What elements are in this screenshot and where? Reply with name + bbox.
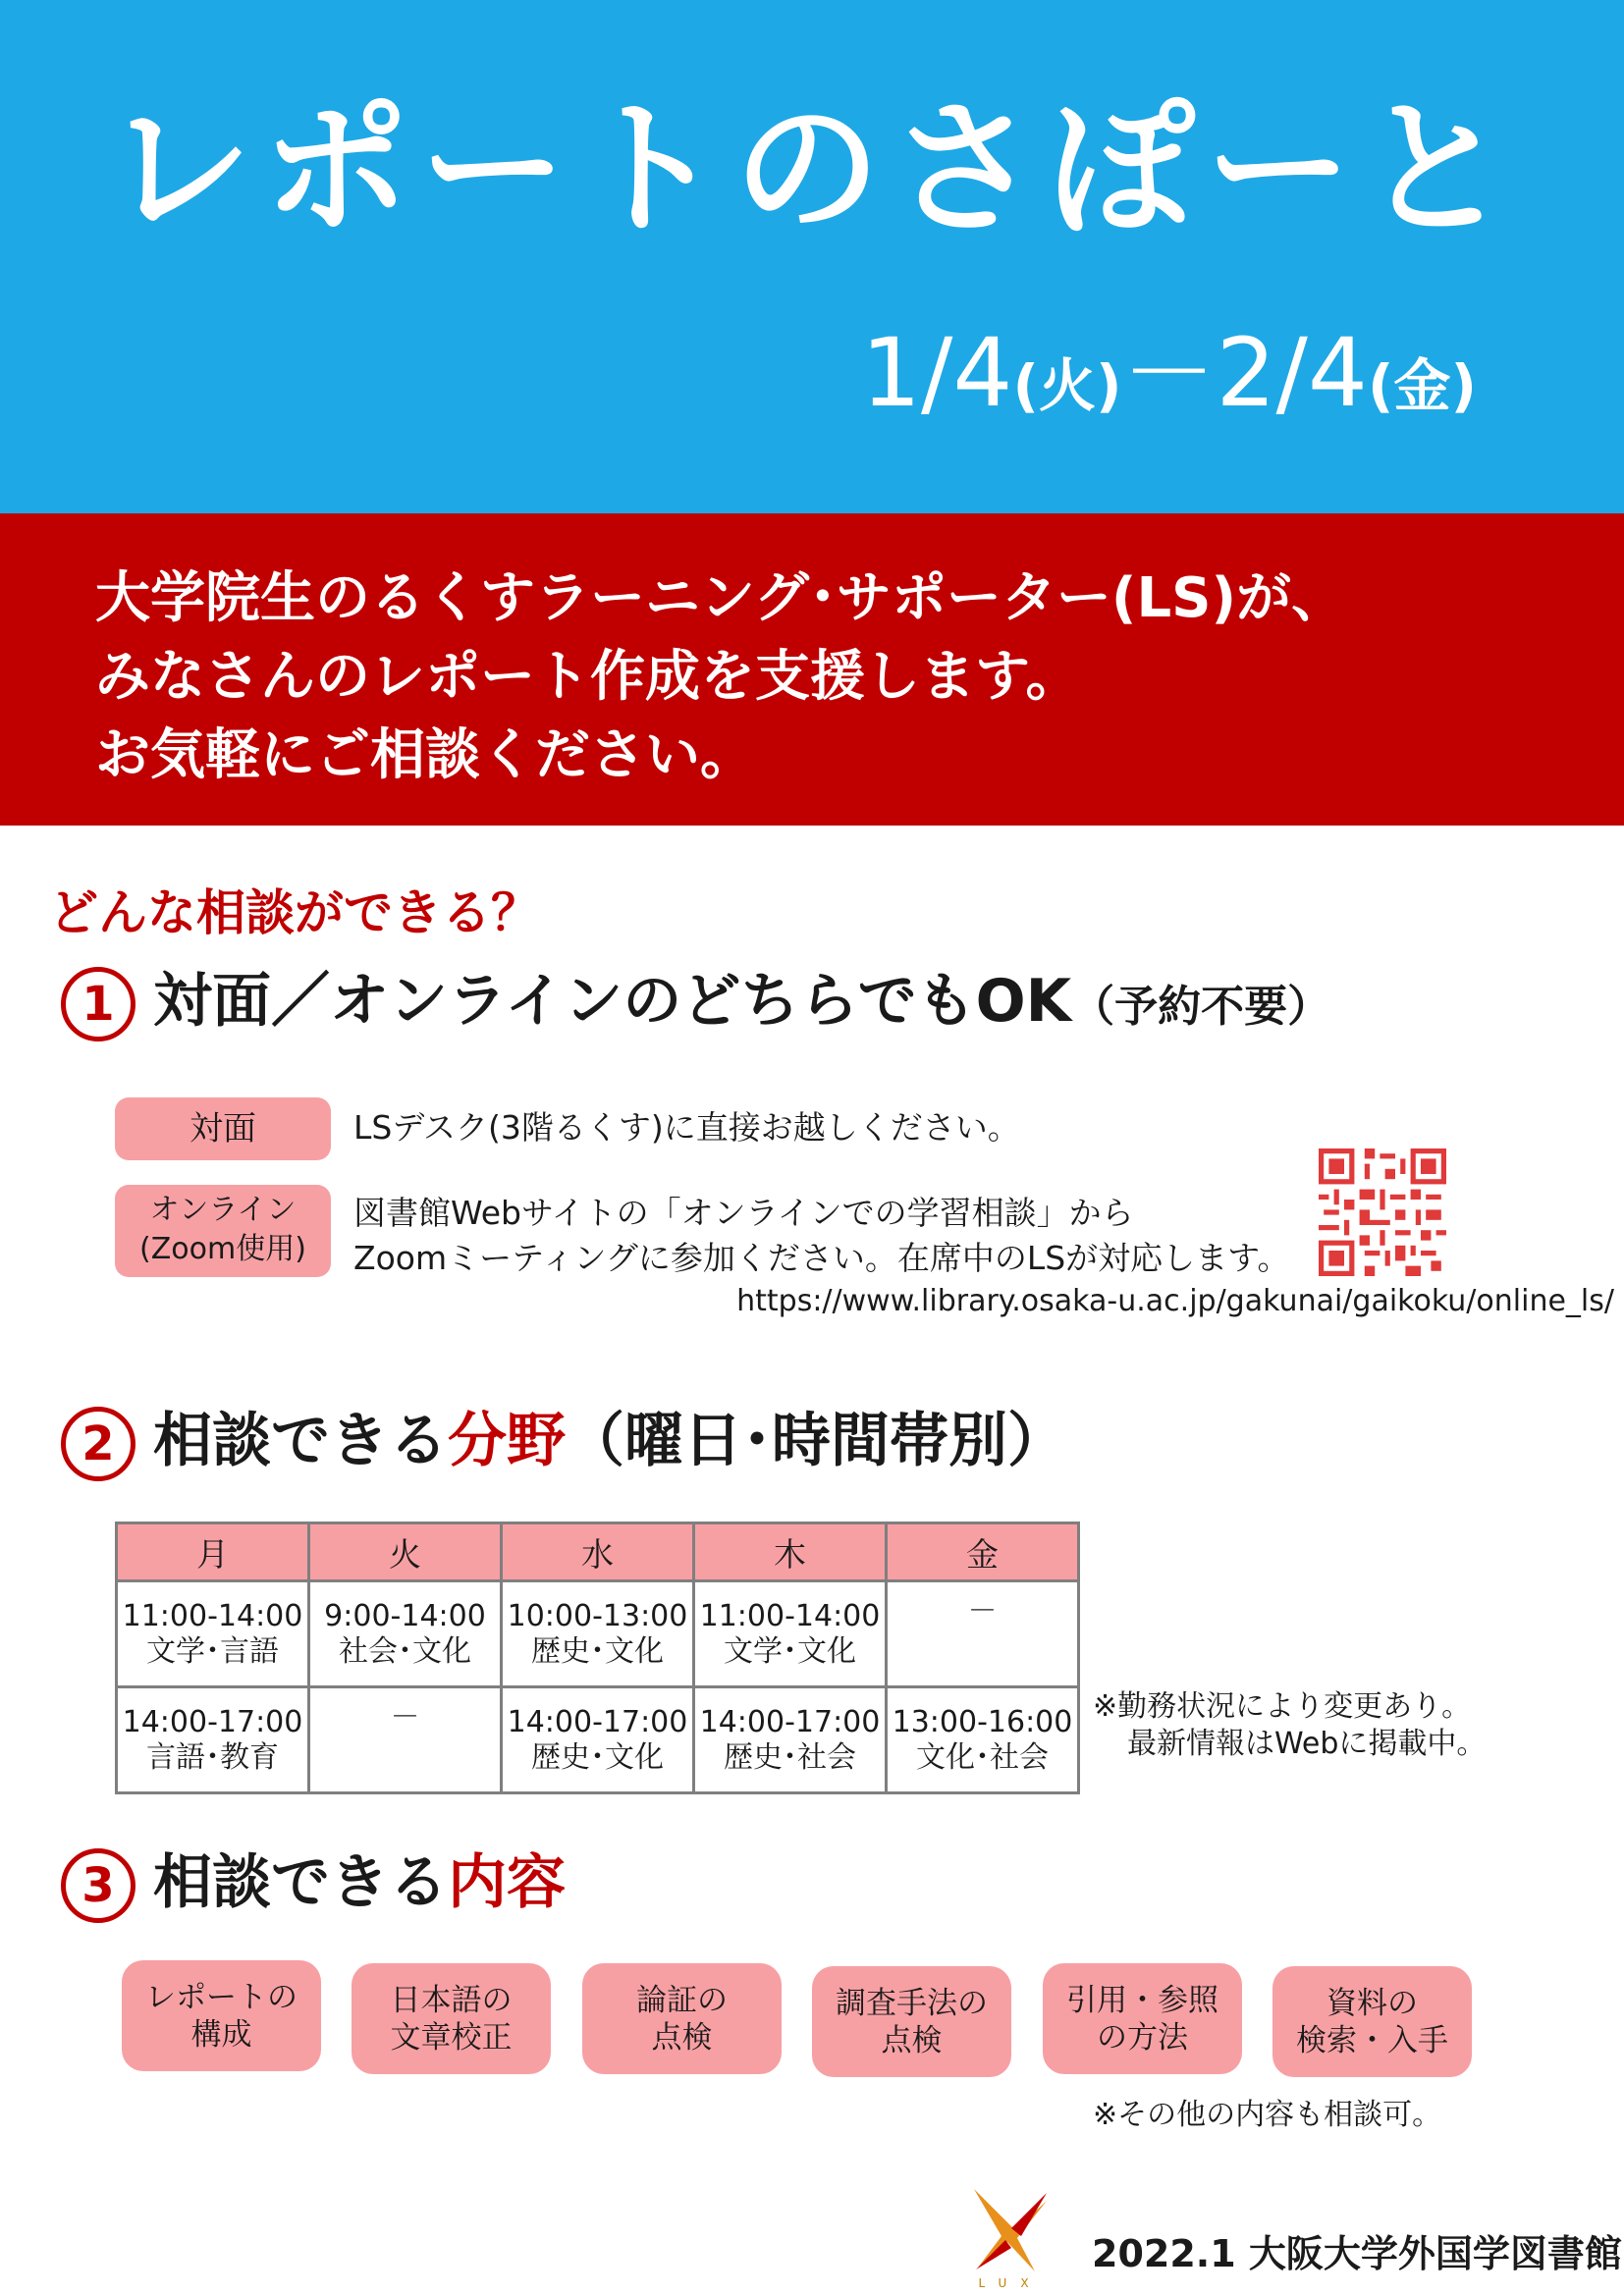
weekday-header: 月: [117, 1523, 309, 1581]
section3-heading: [61, 1843, 566, 1923]
cell-time: 11:00-14:00: [122, 1598, 303, 1633]
cell-field: 言語･教育: [146, 1739, 279, 1775]
schedule-note-line1: ※勤務状況により変更あり。: [1093, 1689, 1472, 1724]
online-label-line2: (Zoom使用): [139, 1232, 306, 1266]
date-start: 1/4: [860, 318, 1013, 428]
schedule-cell: [117, 1581, 309, 1687]
weekday-header: 木: [694, 1523, 887, 1581]
schedule-cell: [502, 1581, 694, 1687]
cell-field: 文学･文化: [724, 1633, 856, 1669]
cell-field: 歴史･文化: [531, 1739, 664, 1775]
cell-field: 文化･社会: [916, 1739, 1049, 1775]
qr-code-icon: [1319, 1148, 1446, 1276]
date-end: 2/4: [1216, 318, 1368, 428]
weekday-header: 火: [309, 1523, 502, 1581]
section2-title: 相談できる: [153, 1407, 448, 1475]
cell-time: －: [390, 1700, 420, 1735]
date-separator: －: [1121, 318, 1217, 428]
topics-note: ※その他の内容も相談可。: [1093, 2098, 1442, 2132]
intro-line: みなさんのレポート作成を支援します。: [95, 645, 1081, 709]
cell-field: 社会･文化: [339, 1633, 471, 1669]
online-consultation-link[interactable]: https://www.library.osaka-u.ac.jp/gakunai/gaikoku/online_ls/: [736, 1284, 1614, 1318]
topic-line: 論証の: [636, 1982, 728, 2018]
section2-title-highlight: 分野: [448, 1407, 566, 1475]
schedule-cell: [502, 1687, 694, 1793]
section3-title: 相談できる: [153, 1848, 448, 1917]
weekday-header: 水: [502, 1523, 694, 1581]
schedule-cell: [887, 1687, 1079, 1793]
cell-time: 14:00-17:00: [122, 1704, 303, 1739]
topic-line: 資料の: [1326, 1985, 1418, 2021]
section-number-3: 3: [61, 1848, 135, 1923]
topic-line: 点検: [881, 2022, 943, 2058]
cell-time: 14:00-17:00: [507, 1704, 688, 1739]
cell-time: 11:00-14:00: [699, 1598, 881, 1633]
topic-line: レポートの: [145, 1979, 298, 2015]
intro-line: お気軽にご相談ください。: [95, 723, 755, 787]
cell-field: 歴史･社会: [724, 1739, 856, 1775]
section1-note: （予約不要）: [1071, 982, 1331, 1032]
cell-time: 14:00-17:00: [699, 1704, 881, 1739]
lux-logo-icon: [966, 2181, 1055, 2294]
schedule-note: [1093, 1688, 1486, 1763]
topic-line: 調査手法の: [836, 1985, 988, 2021]
online-desc-line1: 図書館Webサイトの「オンラインでの学習相談」から: [353, 1194, 1134, 1232]
topic-line: 構成: [190, 2016, 252, 2053]
topic-line: 引用・参照: [1066, 1982, 1218, 2018]
section1-heading: [61, 962, 1330, 1046]
schedule-note-line2: 最新情報はWebに掲載中。: [1127, 1727, 1487, 1761]
online-label-line1: オンライン: [149, 1193, 297, 1227]
cell-time: 10:00-13:00: [507, 1598, 688, 1633]
schedule-cell: [309, 1581, 502, 1687]
topic-card: [122, 1960, 321, 2071]
intro-text: [95, 560, 1346, 795]
table-row: [117, 1581, 1079, 1687]
schedule-cell: [117, 1687, 309, 1793]
topic-card: [1043, 1963, 1242, 2074]
date-start-weekday: (火): [1012, 352, 1122, 419]
cell-field: 文学･言語: [146, 1633, 279, 1669]
topic-line: 日本語の: [390, 1982, 513, 2018]
schedule-cell: [694, 1687, 887, 1793]
page-title: レポートのさぽーと: [104, 84, 1519, 255]
cell-time: －: [967, 1594, 998, 1629]
weekday-header: 金: [887, 1523, 1079, 1581]
cell-time: 13:00-16:00: [892, 1704, 1073, 1739]
online-desc-line2: Zoomミーティングに参加ください。在席中のLSが対応します。: [353, 1239, 1290, 1277]
topic-card: [352, 1963, 551, 2074]
inperson-label: 対面: [115, 1097, 331, 1160]
table-row: [117, 1687, 1079, 1793]
topic-line: 点検: [651, 2019, 713, 2056]
logo-text: LUX: [978, 2276, 1043, 2290]
cell-time: 9:00-14:00: [324, 1598, 486, 1633]
section1-title: 対面／オンラインのどちらでもOK: [153, 967, 1072, 1036]
footer-credit: 2022.1 大阪大学外国学図書館: [1092, 2232, 1622, 2275]
online-description: [353, 1191, 1290, 1281]
topic-line: 検索・入手: [1296, 2022, 1448, 2058]
schedule-cell: [309, 1687, 502, 1793]
section3-title-highlight: 内容: [448, 1848, 566, 1917]
date-range: [861, 314, 1477, 445]
topic-line: の方法: [1097, 2019, 1188, 2056]
topic-card: [812, 1966, 1011, 2077]
table-header-row: [117, 1523, 1079, 1581]
section-number-2: 2: [61, 1407, 135, 1481]
section-number-1: 1: [61, 967, 135, 1041]
cell-field: 歴史･文化: [531, 1633, 664, 1669]
topic-card: [1272, 1966, 1472, 2077]
intro-line: 大学院生のるくすラーニング･サポーター(LS)が、: [95, 566, 1347, 630]
section2-title-suffix: （曜日･時間帯別）: [566, 1407, 1066, 1475]
schedule-table: [115, 1522, 1080, 1794]
section2-heading: [61, 1402, 1066, 1481]
online-label: [115, 1185, 331, 1277]
topic-card: [582, 1963, 782, 2074]
inperson-description: LSデスク(3階るくす)に直接お越しください。: [353, 1108, 1020, 1147]
schedule-cell: [887, 1581, 1079, 1687]
schedule-cell: [694, 1581, 887, 1687]
date-end-weekday: (金): [1367, 352, 1477, 419]
question-heading: どんな相談ができる？: [49, 884, 540, 941]
topic-line: 文章校正: [390, 2019, 513, 2056]
